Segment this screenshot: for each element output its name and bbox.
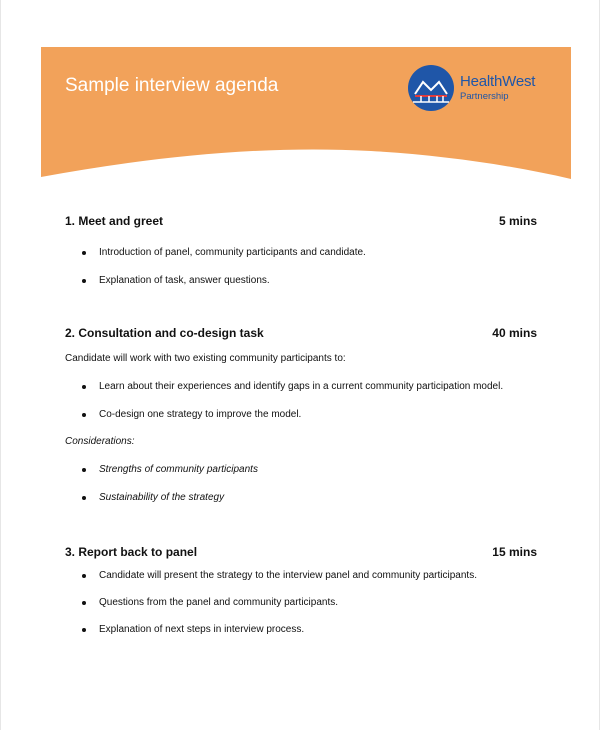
section-heading: [65, 545, 537, 563]
bullet-icon: [82, 628, 86, 632]
bullet-icon: [82, 496, 86, 500]
list-item-text: Explanation of next steps in interview process.: [99, 624, 305, 635]
section-heading: [65, 326, 537, 344]
list-item: [65, 380, 537, 394]
list-item-text: Learn about their experiences and identify gaps in a current community participation model.: [99, 381, 504, 392]
bullet-list: [65, 380, 537, 422]
list-item: [65, 491, 537, 505]
section-title: 3. Report back to panel: [65, 545, 198, 559]
list-item-text: Questions from the panel and community participants.: [99, 597, 339, 608]
bridge-logo-icon: [407, 64, 457, 114]
list-item: [65, 569, 537, 583]
agenda-section: [65, 214, 537, 288]
bullet-icon: [82, 413, 86, 417]
list-item: [65, 623, 537, 637]
bullet-list: [65, 246, 537, 288]
logo: [407, 64, 557, 114]
list-item-text: Co-design one strategy to improve the model.: [99, 409, 302, 420]
section-duration: 5 mins: [498, 214, 537, 228]
bullet-icon: [82, 251, 86, 255]
section-intro: Candidate will work with two existing community participants to:: [65, 353, 346, 364]
section-heading: [65, 214, 537, 232]
section-title: 1. Meet and greet: [65, 214, 164, 228]
logo-subtitle: Partnership: [460, 91, 509, 102]
bullet-icon: [82, 574, 86, 578]
list-item: [65, 596, 537, 610]
agenda-content: [65, 214, 537, 637]
list-item-text: Explanation of task, answer questions.: [99, 275, 270, 286]
list-item-text: Strengths of community participants: [99, 464, 258, 475]
bullet-icon: [82, 468, 86, 472]
list-item: [65, 246, 537, 260]
list-item-text: Sustainability of the strategy: [99, 492, 225, 503]
document-title: Sample interview agenda: [65, 75, 279, 96]
header-banner: [41, 47, 571, 182]
agenda-section: [65, 326, 537, 505]
agenda-section: [65, 545, 537, 637]
section-duration: 15 mins: [492, 545, 537, 559]
list-item: [65, 274, 537, 288]
list-item: [65, 408, 537, 422]
considerations-label: Considerations:: [65, 436, 135, 447]
bullet-icon: [82, 601, 86, 605]
list-item-text: Candidate will present the strategy to the interview panel and community participants.: [99, 570, 477, 581]
list-item: [65, 463, 537, 477]
section-title: 2. Consultation and co-design task: [65, 326, 264, 340]
bullet-list: [65, 569, 537, 637]
section-duration: 40 mins: [492, 326, 537, 340]
bullet-icon: [82, 279, 86, 283]
list-item-text: Introduction of panel, community participants and candidate.: [99, 247, 366, 258]
considerations-list: [65, 463, 537, 505]
logo-name: HealthWest: [460, 73, 536, 90]
bullet-icon: [82, 385, 86, 389]
